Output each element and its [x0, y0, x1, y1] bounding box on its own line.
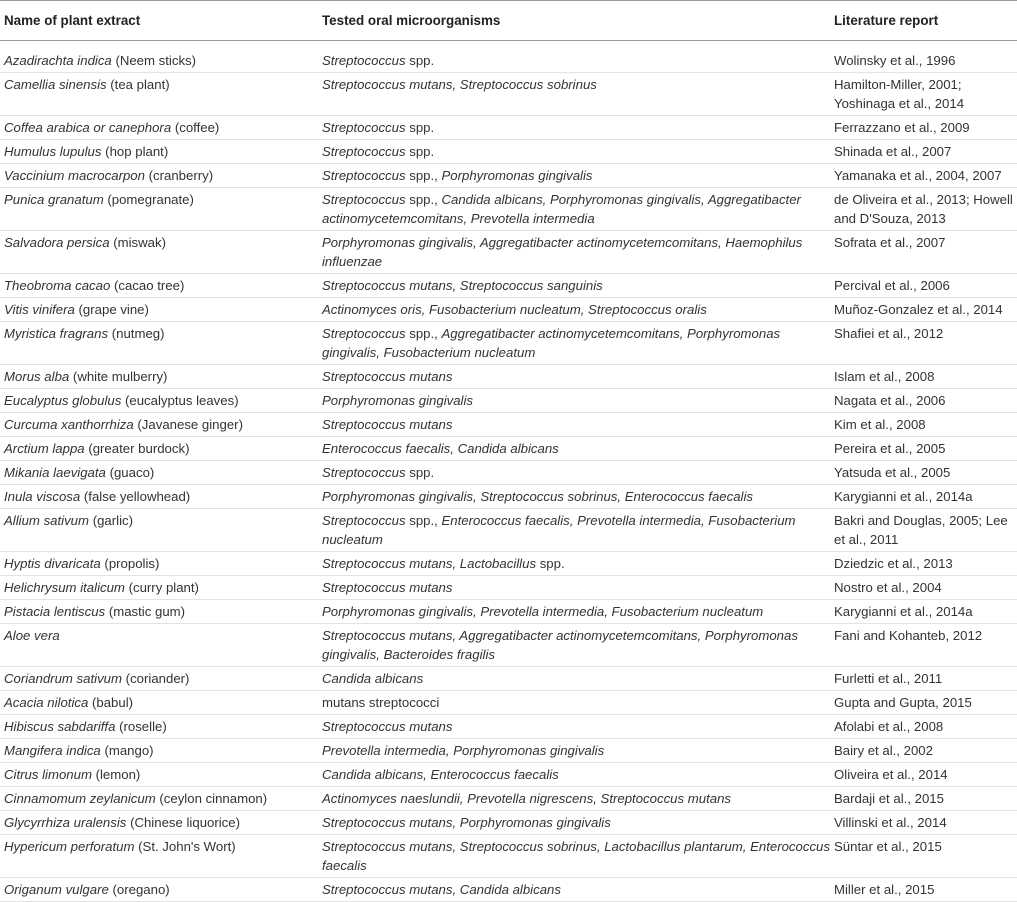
plant-scientific-name: Pistacia lentiscus [4, 604, 106, 619]
plant-extract-cell [0, 509, 322, 552]
microorganism-text: Streptococcus mutans, Candida albicans [322, 882, 561, 897]
microorganisms-cell [322, 365, 834, 389]
plant-scientific-name: Allium sativum [4, 513, 90, 528]
plant-common-name: (garlic) [92, 513, 133, 528]
microorganisms-cell [322, 140, 834, 164]
literature-report-cell: Shafiei et al., 2012 [834, 322, 1017, 365]
microorganism-text: Streptococcus mutans, Streptococcus sobrinus, Lactobacillus plantarum, Enterococcus faecalis [322, 839, 830, 873]
plant-common-name: (nutmeg) [111, 326, 165, 341]
table-row [0, 164, 1017, 188]
plant-extract-cell [0, 715, 322, 739]
plant-common-name: (pomegranate) [107, 192, 194, 207]
microorganism-text: Enterococcus faecalis, Candida albicans [322, 441, 559, 456]
microorganism-text: spp., [405, 326, 442, 341]
literature-report-cell: Fani and Kohanteb, 2012 [834, 624, 1017, 667]
plant-common-name: (eucalyptus leaves) [124, 393, 239, 408]
microorganism-text: Streptococcus mutans [322, 369, 453, 384]
plant-common-name: (Javanese ginger) [137, 417, 243, 432]
microorganism-text: Streptococcus mutans, Streptococcus sobrinus [322, 77, 597, 92]
plant-extract-cell [0, 739, 322, 763]
plant-common-name: (grape vine) [78, 302, 149, 317]
microorganisms-cell [322, 600, 834, 624]
plant-scientific-name: Myristica fragrans [4, 326, 109, 341]
table-row [0, 437, 1017, 461]
literature-report-cell: Percival et al., 2006 [834, 274, 1017, 298]
table-row [0, 49, 1017, 73]
plant-scientific-name: Glycyrrhiza uralensis [4, 815, 127, 830]
plant-scientific-name: Humulus lupulus [4, 144, 102, 159]
microorganism-text: spp. [405, 465, 435, 480]
plant-scientific-name: Origanum vulgare [4, 882, 109, 897]
table-row [0, 485, 1017, 509]
plant-common-name: (babul) [91, 695, 134, 710]
literature-report-cell: Miller et al., 2015 [834, 878, 1017, 902]
microorganisms-cell [322, 552, 834, 576]
microorganisms-cell [322, 485, 834, 509]
microorganism-text: Streptococcus mutans, Streptococcus sanguinis [322, 278, 603, 293]
literature-report-cell: Muñoz-Gonzalez et al., 2014 [834, 298, 1017, 322]
literature-report-cell: Bardaji et al., 2015 [834, 787, 1017, 811]
plant-common-name: (miswak) [113, 235, 166, 250]
table-row [0, 878, 1017, 902]
plant-extract-cell [0, 188, 322, 231]
literature-report-cell: Ferrazzano et al., 2009 [834, 116, 1017, 140]
plant-extract-cell [0, 461, 322, 485]
plant-extract-cell [0, 49, 322, 73]
table-row [0, 231, 1017, 274]
plant-common-name: (white mulberry) [72, 369, 168, 384]
plant-scientific-name: Camellia sinensis [4, 77, 107, 92]
table-row [0, 763, 1017, 787]
plant-common-name: (roselle) [119, 719, 167, 734]
plant-scientific-name: Mangifera indica [4, 743, 101, 758]
plant-extract-cell [0, 600, 322, 624]
literature-report-cell: Nostro et al., 2004 [834, 576, 1017, 600]
plant-scientific-name: Curcuma xanthorrhiza [4, 417, 134, 432]
literature-report-cell: de Oliveira et al., 2013; Howell and D'Souza, 2013 [834, 188, 1017, 231]
plant-scientific-name: Hibiscus sabdariffa [4, 719, 116, 734]
microorganisms-cell [322, 188, 834, 231]
microorganism-text: Actinomyces naeslundii, Prevotella nigrescens, Streptococcus mutans [322, 791, 732, 806]
microorganisms-cell [322, 691, 834, 715]
table-row [0, 298, 1017, 322]
microorganisms-cell [322, 413, 834, 437]
microorganisms-cell [322, 389, 834, 413]
microorganism-text: Candida albicans [322, 671, 424, 686]
plant-extract-cell [0, 322, 322, 365]
plant-extract-cell [0, 667, 322, 691]
plant-common-name: (oregano) [112, 882, 170, 897]
plant-common-name: (coriander) [125, 671, 190, 686]
plant-extract-cell [0, 365, 322, 389]
microorganism-text: spp. [536, 556, 565, 571]
microorganisms-cell [322, 298, 834, 322]
literature-report-cell: Bairy et al., 2002 [834, 739, 1017, 763]
plant-common-name: (mastic gum) [108, 604, 186, 619]
table-row [0, 413, 1017, 437]
microorganisms-cell [322, 73, 834, 116]
plant-common-name: (coffee) [174, 120, 220, 135]
microorganism-text: Streptococcus mutans, Aggregatibacter actinomycetemcomitans, Porphyromonas gingivalis, Bacteroides fragilis [322, 628, 798, 662]
plant-common-name: (St. John's Wort) [138, 839, 236, 854]
plant-extract-cell [0, 413, 322, 437]
plant-extract-cell [0, 116, 322, 140]
table-row [0, 691, 1017, 715]
plant-common-name: (Neem sticks) [115, 53, 197, 68]
plant-extract-cell [0, 73, 322, 116]
table-row [0, 389, 1017, 413]
microorganisms-cell [322, 739, 834, 763]
microorganism-text: Streptococcus [322, 144, 406, 159]
microorganisms-cell [322, 576, 834, 600]
microorganisms-cell [322, 461, 834, 485]
table-row [0, 188, 1017, 231]
microorganism-text: spp. [405, 144, 435, 159]
microorganism-text: Aggregatibacter actinomycetemcomitans, Porphyromonas gingivalis, Fusobacterium nucleatum [322, 326, 781, 360]
microorganisms-cell [322, 322, 834, 365]
plant-extract-cell [0, 835, 322, 878]
header-plant-extract: Name of plant extract [0, 1, 322, 41]
plant-extract-cell [0, 298, 322, 322]
plant-extract-cell [0, 389, 322, 413]
literature-report-cell: Villinski et al., 2014 [834, 811, 1017, 835]
microorganisms-cell [322, 811, 834, 835]
table-row [0, 116, 1017, 140]
plant-extract-cell [0, 878, 322, 902]
microorganism-text: Streptococcus [322, 326, 406, 341]
table-row [0, 576, 1017, 600]
table-row [0, 322, 1017, 365]
plant-extract-cell [0, 552, 322, 576]
microorganism-text: Enterococcus faecalis, Prevotella intermedia, Fusobacterium nucleatum [322, 513, 796, 547]
table-row [0, 624, 1017, 667]
plant-extract-cell [0, 140, 322, 164]
microorganisms-cell [322, 835, 834, 878]
microorganisms-cell [322, 787, 834, 811]
plant-common-name: (Chinese liquorice) [130, 815, 241, 830]
header-row [0, 1, 1017, 41]
table-row [0, 552, 1017, 576]
plant-scientific-name: Salvadora persica [4, 235, 110, 250]
literature-report-cell: Kim et al., 2008 [834, 413, 1017, 437]
plant-scientific-name: Coriandrum sativum [4, 671, 122, 686]
table-row [0, 73, 1017, 116]
plant-scientific-name: Citrus limonum [4, 767, 92, 782]
plant-common-name: (hop plant) [105, 144, 169, 159]
microorganism-text: Prevotella intermedia, Porphyromonas gingivalis [322, 743, 605, 758]
table-row [0, 667, 1017, 691]
microorganism-text: Streptococcus mutans [322, 417, 453, 432]
microorganism-text: spp., [405, 513, 442, 528]
spacer-row [0, 41, 1017, 50]
microorganisms-cell [322, 878, 834, 902]
plant-common-name: (ceylon cinnamon) [159, 791, 268, 806]
literature-report-cell: Oliveira et al., 2014 [834, 763, 1017, 787]
microorganisms-cell [322, 231, 834, 274]
literature-report-cell: Islam et al., 2008 [834, 365, 1017, 389]
table-row [0, 461, 1017, 485]
microorganism-text: Actinomyces oris, Fusobacterium nucleatum, Streptococcus oralis [322, 302, 707, 317]
microorganism-text: Porphyromonas gingivalis, Aggregatibacter actinomycetemcomitans, Haemophilus influenzae [322, 235, 803, 269]
literature-report-cell: Karygianni et al., 2014a [834, 485, 1017, 509]
plant-common-name: (lemon) [95, 767, 141, 782]
microorganisms-cell [322, 667, 834, 691]
header-literature-report: Literature report [834, 1, 1017, 41]
plant-common-name: (greater burdock) [88, 441, 190, 456]
plant-scientific-name: Azadirachta indica [4, 53, 112, 68]
table-body [0, 41, 1017, 902]
literature-report-cell: Yamanaka et al., 2004, 2007 [834, 164, 1017, 188]
literature-report-cell: Shinada et al., 2007 [834, 140, 1017, 164]
microorganisms-cell [322, 715, 834, 739]
microorganism-text: spp. [405, 53, 435, 68]
microorganisms-cell [322, 624, 834, 667]
plant-extract-cell [0, 274, 322, 298]
microorganism-text: Porphyromonas gingivalis [322, 393, 473, 408]
literature-report-cell: Dziedzic et al., 2013 [834, 552, 1017, 576]
microorganism-text: spp., [405, 168, 442, 183]
microorganism-text: Streptococcus [322, 120, 406, 135]
literature-report-cell: Nagata et al., 2006 [834, 389, 1017, 413]
microorganisms-cell [322, 437, 834, 461]
literature-report-cell: Pereira et al., 2005 [834, 437, 1017, 461]
header-oral-microorganisms: Tested oral microorganisms [322, 1, 834, 41]
microorganisms-cell [322, 763, 834, 787]
table-header [0, 1, 1017, 41]
literature-report-cell: Afolabi et al., 2008 [834, 715, 1017, 739]
plant-common-name: (mango) [104, 743, 154, 758]
plant-extract-cell [0, 763, 322, 787]
microorganisms-cell [322, 49, 834, 73]
microorganism-text: Streptococcus mutans, Porphyromonas gingivalis [322, 815, 611, 830]
plant-scientific-name: Vitis vinifera [4, 302, 75, 317]
plant-extract-cell [0, 624, 322, 667]
microorganisms-cell [322, 274, 834, 298]
plant-extract-cell [0, 811, 322, 835]
plant-scientific-name: Hypericum perforatum [4, 839, 135, 854]
plant-extract-cell [0, 231, 322, 274]
literature-report-cell: Wolinsky et al., 1996 [834, 49, 1017, 73]
table-row [0, 365, 1017, 389]
plant-common-name: (false yellowhead) [83, 489, 191, 504]
table-row [0, 600, 1017, 624]
microorganism-text: Porphyromonas gingivalis, Prevotella intermedia, Fusobacterium nucleatum [322, 604, 764, 619]
plant-scientific-name: Coffea arabica or canephora [4, 120, 172, 135]
plant-scientific-name: Cinnamomum zeylanicum [4, 791, 156, 806]
plant-extract-cell [0, 485, 322, 509]
plant-scientific-name: Aloe vera [4, 628, 60, 643]
microorganism-text: Streptococcus [322, 168, 406, 183]
plant-scientific-name: Theobroma cacao [4, 278, 111, 293]
microorganism-text: Candida albicans, Porphyromonas gingivalis, Aggregatibacter actinomycetemcomitans, Prevotella intermedia [322, 192, 801, 226]
table-row [0, 509, 1017, 552]
microorganism-text: Streptococcus mutans [322, 580, 453, 595]
literature-report-cell: Hamilton-Miller, 2001; Yoshinaga et al., 2014 [834, 73, 1017, 116]
microorganism-text: Streptococcus mutans, Lactobacillus [322, 556, 537, 571]
table-row [0, 715, 1017, 739]
microorganisms-cell [322, 116, 834, 140]
table-row [0, 140, 1017, 164]
microorganism-text: Streptococcus [322, 192, 406, 207]
microorganism-text: mutans streptococci [322, 695, 440, 710]
microorganism-text: Streptococcus mutans [322, 719, 453, 734]
microorganism-text: Candida albicans, Enterococcus faecalis [322, 767, 559, 782]
table-row [0, 811, 1017, 835]
plant-scientific-name: Mikania laevigata [4, 465, 106, 480]
microorganism-text: Porphyromonas gingivalis, Streptococcus sobrinus, Enterococcus faecalis [322, 489, 754, 504]
microorganism-text: Streptococcus [322, 513, 406, 528]
plant-scientific-name: Inula viscosa [4, 489, 81, 504]
microorganism-text: spp. [405, 120, 435, 135]
plant-extract-cell [0, 164, 322, 188]
plant-common-name: (propolis) [104, 556, 160, 571]
microorganisms-cell [322, 509, 834, 552]
literature-report-cell: Süntar et al., 2015 [834, 835, 1017, 878]
plant-common-name: (tea plant) [110, 77, 170, 92]
plant-scientific-name: Arctium lappa [4, 441, 85, 456]
plant-scientific-name: Hyptis divaricata [4, 556, 101, 571]
plant-scientific-name: Morus alba [4, 369, 70, 384]
plant-common-name: (cacao tree) [113, 278, 185, 293]
plant-scientific-name: Punica granatum [4, 192, 104, 207]
microorganism-text: Streptococcus [322, 53, 406, 68]
literature-report-cell: Furletti et al., 2011 [834, 667, 1017, 691]
literature-report-cell: Yatsuda et al., 2005 [834, 461, 1017, 485]
plant-scientific-name: Helichrysum italicum [4, 580, 125, 595]
microorganism-text: Porphyromonas gingivalis [441, 168, 593, 183]
microorganism-text: Streptococcus [322, 465, 406, 480]
table-row [0, 274, 1017, 298]
table-row [0, 739, 1017, 763]
plant-extract-cell [0, 437, 322, 461]
plant-scientific-name: Acacia nilotica [4, 695, 89, 710]
plant-extract-cell [0, 691, 322, 715]
table-row [0, 835, 1017, 878]
plant-common-name: (cranberry) [148, 168, 214, 183]
microorganism-text: spp., [405, 192, 442, 207]
table-row [0, 787, 1017, 811]
plant-common-name: (curry plant) [128, 580, 199, 595]
microorganisms-cell [322, 164, 834, 188]
plant-extract-cell [0, 787, 322, 811]
literature-report-cell: Bakri and Douglas, 2005; Lee et al., 2011 [834, 509, 1017, 552]
literature-report-cell: Sofrata et al., 2007 [834, 231, 1017, 274]
plant-common-name: (guaco) [109, 465, 155, 480]
plant-scientific-name: Vaccinium macrocarpon [4, 168, 145, 183]
plant-extract-cell [0, 576, 322, 600]
literature-report-cell: Karygianni et al., 2014a [834, 600, 1017, 624]
plant-scientific-name: Eucalyptus globulus [4, 393, 122, 408]
literature-report-cell: Gupta and Gupta, 2015 [834, 691, 1017, 715]
